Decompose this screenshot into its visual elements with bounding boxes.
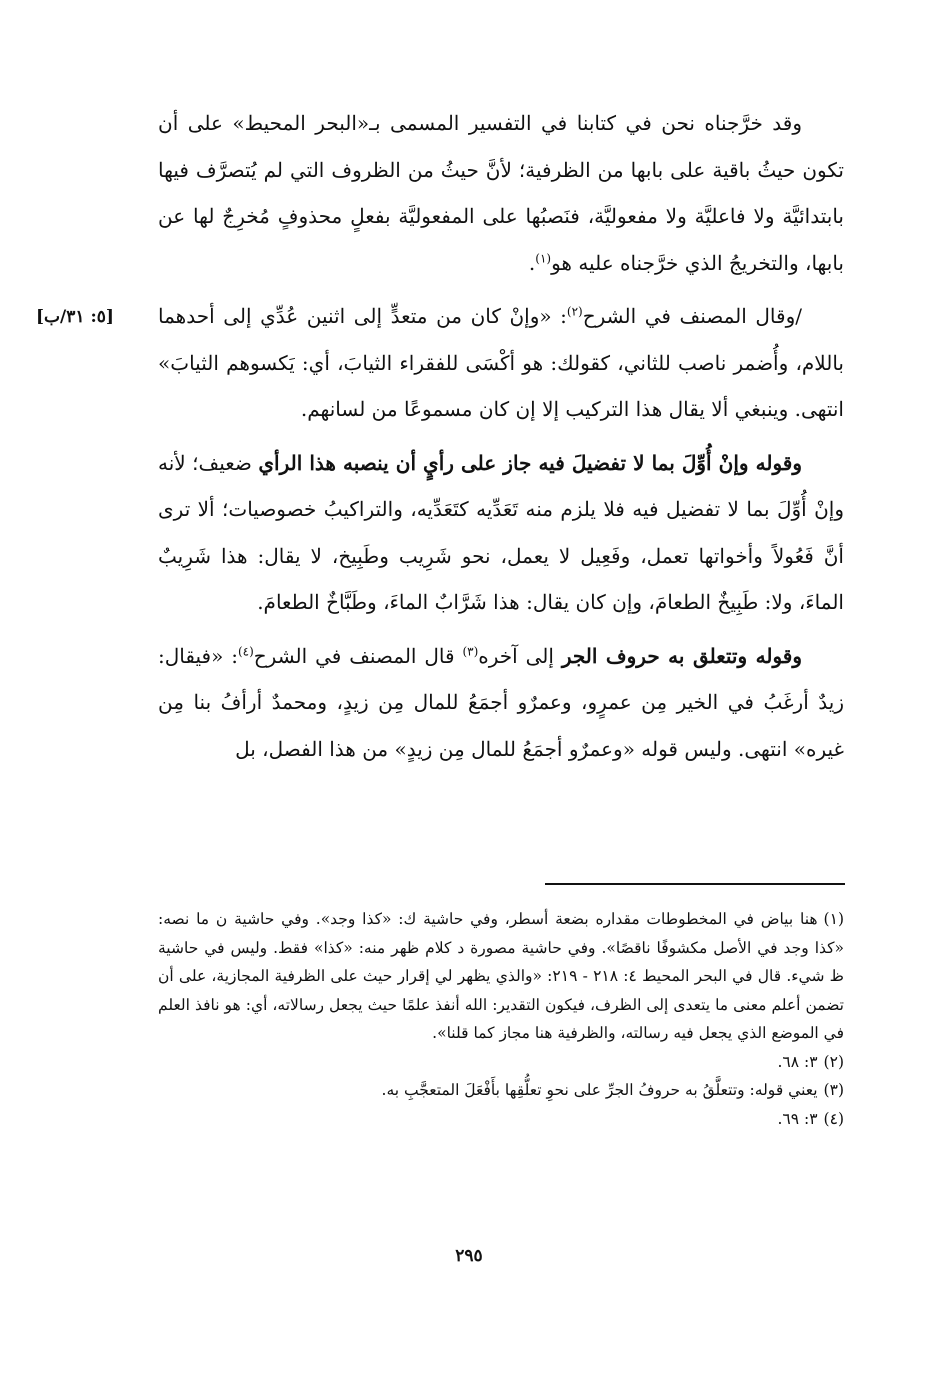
footnote-text: ٣: ٦٩. bbox=[777, 1109, 818, 1128]
footnote-4 bbox=[158, 1105, 844, 1134]
footnote-3 bbox=[158, 1076, 844, 1105]
footnote-marker: (٣) bbox=[823, 1081, 844, 1099]
footnote-1 bbox=[158, 905, 844, 1048]
paragraph-4-text-c: : «فيقال: زيدٌ أرغَبُ في الخير مِن عمرٍو، وعمرٌو أجمَعُ للمال مِن زيدٍ، ومحمدٌ أرأفُ بنا مِن غيره» انتهى. وليس قوله «وعمرٌو أجمَعُ للمال مِن زيدٍ» من هذا الفصل، بل bbox=[158, 643, 844, 761]
paragraph-4-quoted-text: وقوله وتتعلق به حروف الجر bbox=[561, 643, 802, 668]
footnote-ref-2[interactable]: (٢) bbox=[566, 304, 583, 319]
footnote-marker: (١) bbox=[823, 910, 844, 928]
paragraph-1-end: . bbox=[528, 250, 536, 275]
paragraph-3-quoted-text: وقوله وإنْ أُوِّلَ بما لا تفضيلَ فيه جاز على رأيٍ أن ينصبه هذا الرأي bbox=[258, 450, 803, 475]
main-text bbox=[158, 100, 844, 772]
paragraph-3 bbox=[158, 440, 844, 626]
paragraph-3-text: ضعيف؛ لأنه وإنْ أُوِّلَ بما لا تفضيل فيه فلا يلزم منه تَعَدِّيه كتَعَدِّيه، والتراكيبُ خصوصيات؛ ألا ترى أنَّ فَعُولاً وأخواتها تعمل، وفَعِيل لا يعمل، نحو شَرِيب وطَبِيخ، لا يقال: هذا شَرِيبٌ الماءَ، ولا: طَبِيخٌ الطعامَ، وإن كان يقال: هذا شَرَّابٌ الماءَ، وطَبَّاخٌ الطعامَ. bbox=[158, 450, 844, 614]
paragraph-1 bbox=[158, 100, 844, 286]
paragraph-4-text-a: إلى آخره bbox=[478, 643, 554, 668]
footnote-2 bbox=[158, 1048, 844, 1077]
paragraph-2-text-b: : «وإنْ كان من متعدٍّ إلى اثنين عُدِّي إلى أحدهما باللام، وأُضمر ناصب للثاني، كقولك: هو أكْسَى للفقراء الثيابَ، أي: يَكسوهم الثيابَ» انتهى. وينبغي ألا يقال هذا التركيب إلا إن كان مسموعًا من لسانهم. bbox=[158, 304, 844, 421]
paragraph-1-text: وقد خرَّجناه نحن في كتابنا في التفسير المسمى بـ«البحر المحيط» على أن تكون حيثُ باقية على بابها من الظرفية؛ لأنَّ حيثُ من الظروف التي لم يُتصرَّف فيها بابتدائيَّة ولا فاعليَّة ولا مفعوليَّة، فنَصبُها على المفعوليَّة بفعلٍ محذوفٍ مُخرِجٌ لها عن بابها، والتخريجُ الذي خرَّجناه عليه هو bbox=[158, 111, 844, 275]
paragraph-2-text-a: /وقال المصنف في الشرح bbox=[582, 304, 802, 328]
footnotes bbox=[158, 905, 844, 1133]
footnote-text: يعني قوله: وتتعلَّقُ به حروفُ الجرِّ على نحوِ تعلُّقِها بأَفْعَلَ المتعجَّبِ به. bbox=[381, 1081, 818, 1099]
footnote-ref-3[interactable]: (٣) bbox=[462, 643, 479, 658]
paragraph-4-text-b: قال المصنف في الشرح bbox=[253, 643, 455, 668]
paragraph-2 bbox=[158, 293, 844, 433]
footnote-divider bbox=[545, 883, 845, 885]
manuscript-folio-reference: [٥: ٣١/ب] bbox=[36, 307, 114, 327]
footnote-marker: (٤) bbox=[823, 1109, 844, 1128]
paragraph-4 bbox=[158, 633, 844, 773]
footnote-text: ٣: ٦٨. bbox=[777, 1052, 818, 1071]
footnote-marker: (٢) bbox=[823, 1052, 844, 1071]
footnote-text: هنا بياض في المخطوطات مقداره بضعة أسطر، وفي حاشية ك: «كذا وجد». وفي حاشية ن ما نصه: «كذا وجد في الأصل مكشوفًا ناقصًا». وفي حاشية مصورة د كلام ظهر منه: «كذا» فقط. وليس في حاشية ظ شيء. قال في البحر المحيط ٤: ٢١٨ - ٢١٩: «والذي يظهر لي إقرار حيث على الظرفية المجازية، على أن تضمن أعلم معنى ما يتعدى إلى الظرف، فيكون التقدير: الله أنفذ علمًا حيث يجعل رسالاته، أي: هو نافذ العلم في الموضع الذي يجعل فيه رسالته، والظرفية هنا مجاز كما قلنا». bbox=[158, 910, 845, 1042]
footnote-ref-4[interactable]: (٤) bbox=[237, 643, 254, 658]
footnote-ref-1[interactable]: (١) bbox=[535, 250, 552, 265]
page-number: ٢٩٥ bbox=[455, 1246, 483, 1266]
